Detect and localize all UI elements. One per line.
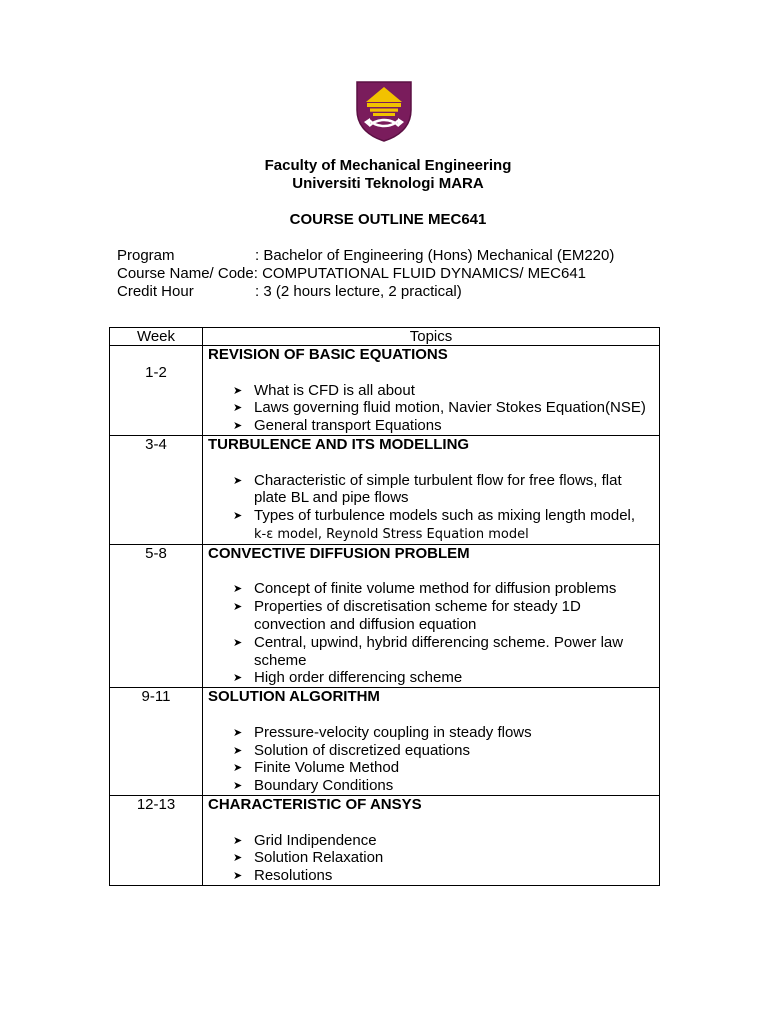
week-value: 9-11 (141, 688, 171, 706)
list-item: ➤ Concept of finite volume method for diffusion problems (233, 580, 617, 598)
faculty-name: Faculty of Mechanical Engineering (264, 157, 512, 174)
list-item: ➤ Pressure-velocity coupling in steady flows (233, 723, 532, 741)
list-item: ➤ High order differencing scheme (233, 669, 463, 687)
program-value: : Bachelor of Engineering (Hons) Mechanical (EM220) (255, 247, 615, 264)
week-cell (110, 346, 203, 436)
list-item: ➤ Types of turbulence models such as mixing length model, k-ε model, Reynold Stress Equation model (233, 507, 636, 542)
week-column-header: Week (110, 328, 203, 346)
course-label: Course Name/ Code: (117, 265, 258, 282)
course-info (117, 247, 614, 301)
document-header (0, 157, 768, 193)
arrow-bullet-icon: ➤ (233, 420, 243, 433)
table-row (110, 435, 660, 544)
topic-cell (203, 346, 660, 436)
topic-title: SOLUTION ALGORITHM (208, 688, 380, 706)
arrow-bullet-icon: ➤ (233, 510, 243, 523)
arrow-bullet-icon: ➤ (233, 474, 243, 487)
credit-row (117, 283, 614, 301)
table-header-row (110, 328, 660, 346)
topic-title: CONVECTIVE DIFFUSION PROBLEM (208, 544, 470, 562)
credit-label: Credit Hour (117, 283, 194, 300)
course-topics-table (109, 327, 660, 886)
arrow-bullet-icon: ➤ (233, 852, 243, 865)
table-row (110, 544, 660, 687)
week-cell (110, 544, 203, 687)
week-value: 5-8 (145, 544, 167, 562)
topic-list (208, 724, 655, 795)
arrow-bullet-icon: ➤ (233, 744, 243, 757)
list-item: ➤ Characteristic of simple turbulent flow for free flows, flat plate BL and pipe flows (233, 471, 622, 507)
table-row (110, 795, 660, 885)
arrow-bullet-icon: ➤ (233, 672, 243, 685)
program-label: Program (117, 247, 175, 264)
arrow-bullet-icon: ➤ (233, 834, 243, 847)
topic-title: TURBULENCE AND ITS MODELLING (208, 435, 470, 453)
topic-list (208, 580, 655, 687)
week-value: 12-13 (136, 795, 176, 813)
arrow-bullet-icon: ➤ (233, 601, 243, 614)
table-row (110, 346, 660, 436)
course-row (117, 265, 614, 283)
credit-value: : 3 (2 hours lecture, 2 practical) (255, 283, 462, 300)
topic-cell (203, 435, 660, 544)
arrow-bullet-icon: ➤ (233, 780, 243, 793)
topics-column-header: Topics (203, 328, 660, 346)
topic-list (208, 832, 655, 885)
list-item: ➤ Grid Indipendence (233, 831, 377, 849)
list-item: ➤ Solution of discretized equations (233, 741, 470, 759)
university-name: Universiti Teknologi MARA (292, 175, 484, 192)
list-item: ➤ Resolutions (233, 867, 333, 885)
arrow-bullet-icon: ➤ (233, 762, 243, 775)
topic-list (208, 472, 655, 544)
topic-cell (203, 544, 660, 687)
topic-list (208, 382, 655, 435)
topic-cell (203, 795, 660, 885)
week-value: 3-4 (145, 435, 167, 453)
list-item: ➤ Central, upwind, hybrid differencing scheme. Power law scheme (233, 633, 624, 669)
list-item: ➤ Laws governing fluid motion, Navier Stokes Equation(NSE) (233, 399, 646, 417)
list-item: ➤ General transport Equations (233, 417, 442, 435)
list-item: ➤ What is CFD is all about (233, 381, 415, 399)
arrow-bullet-icon: ➤ (233, 384, 243, 397)
week-cell (110, 688, 203, 796)
arrow-bullet-icon: ➤ (233, 870, 243, 883)
arrow-bullet-icon: ➤ (233, 583, 243, 596)
list-item: ➤ Properties of discretisation scheme for steady 1D convection and diffusion equation (233, 598, 581, 633)
week-value: 1-2 (145, 363, 167, 381)
arrow-bullet-icon: ➤ (233, 402, 243, 415)
list-item: ➤ Solution Relaxation (233, 849, 384, 867)
week-cell (110, 795, 203, 885)
topic-cell (203, 688, 660, 796)
list-item: ➤ Boundary Conditions (233, 777, 394, 795)
list-item: ➤ Finite Volume Method (233, 759, 400, 777)
topic-title: REVISION OF BASIC EQUATIONS (208, 346, 448, 363)
university-logo (355, 80, 413, 142)
arrow-bullet-icon: ➤ (233, 726, 243, 739)
program-row (117, 247, 614, 265)
topic-title: CHARACTERISTIC OF ANSYS (208, 795, 422, 813)
arrow-bullet-icon: ➤ (233, 636, 243, 649)
table-row (110, 688, 660, 796)
course-value: COMPUTATIONAL FLUID DYNAMICS/ MEC641 (257, 265, 587, 282)
week-cell (110, 435, 203, 544)
document-title: COURSE OUTLINE MEC641 (289, 211, 487, 228)
